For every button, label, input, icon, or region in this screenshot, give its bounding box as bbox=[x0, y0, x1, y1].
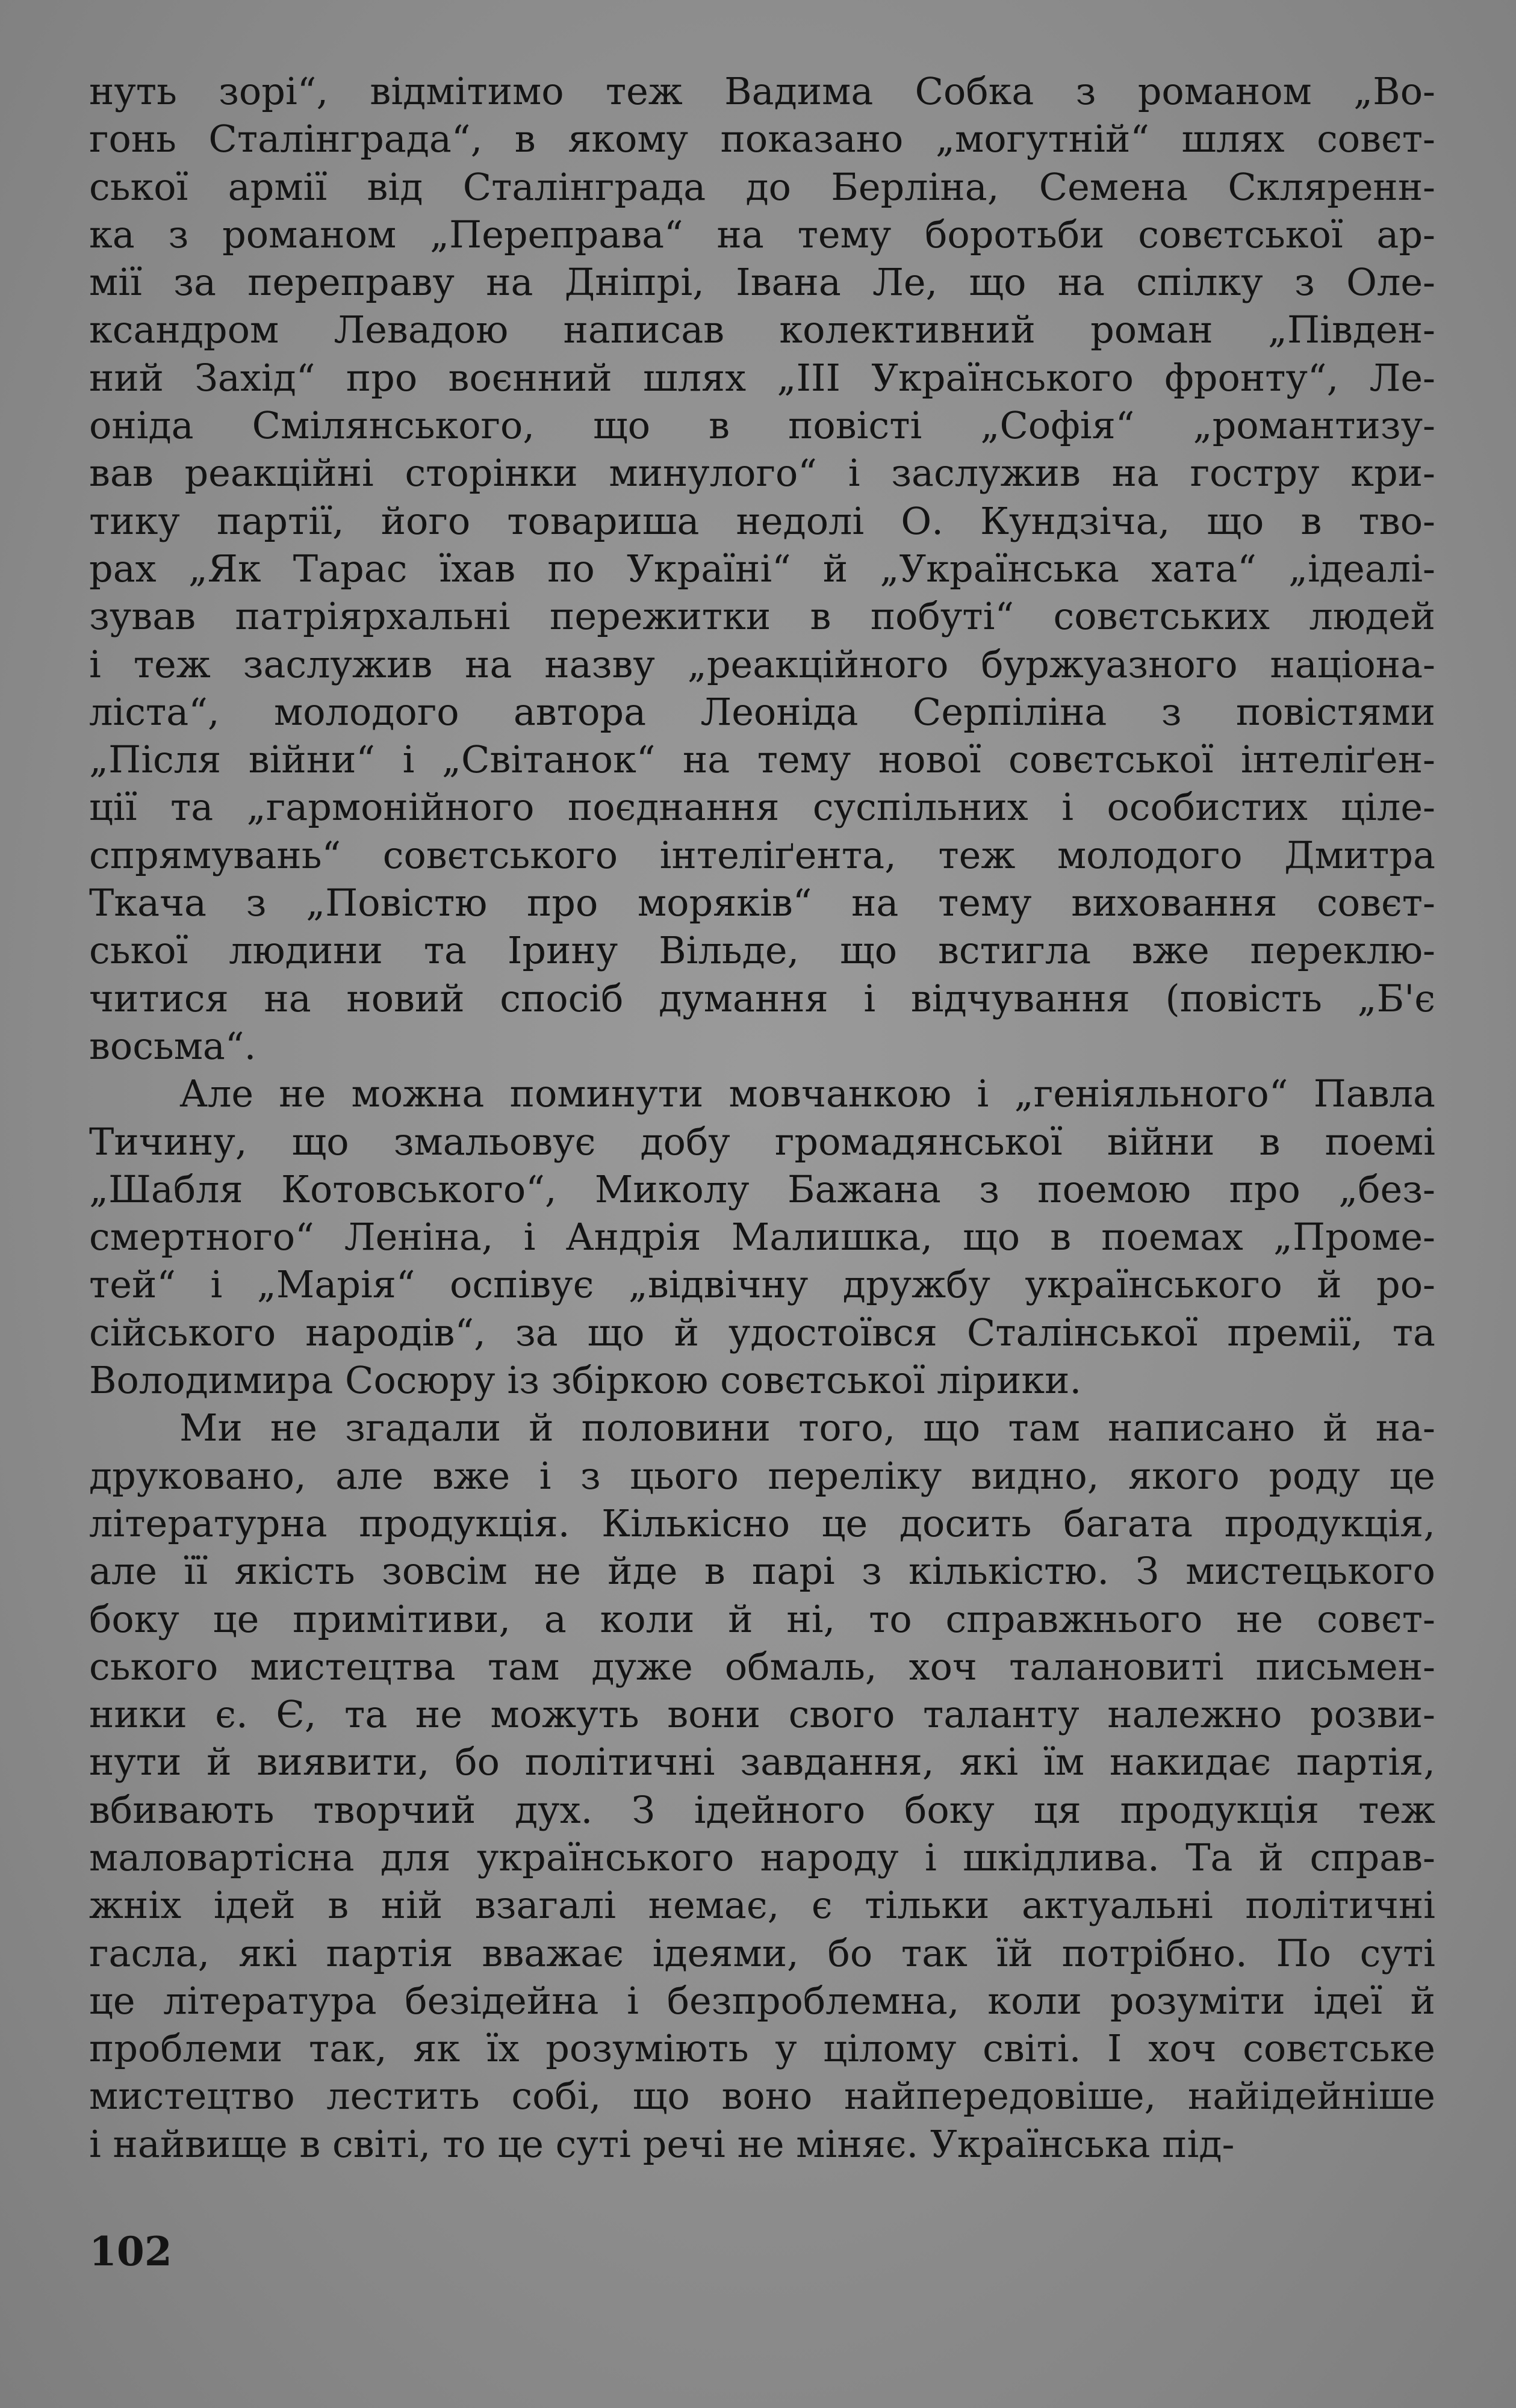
text-line: ції та „гармонійного поєднання суспільних і особистих ціле- bbox=[89, 785, 1435, 830]
text-line: Ми не згадали й половини того, що там написано й на- bbox=[179, 1406, 1435, 1450]
text-line: ліста“, молодого автора Леоніда Серпіліна з повістями bbox=[89, 689, 1435, 734]
text-line: рах „Як Тарас їхав по Україні“ й „Українська хата“ „ідеалі- bbox=[89, 546, 1435, 591]
text-line: але її якість зовсім не йде в парі з кількістю. З мистецького bbox=[89, 1549, 1435, 1593]
text-line: гонь Сталінграда“, в якому показано „могутній“ шлях совєт- bbox=[89, 117, 1435, 161]
text-line: вав реакційні сторінки минулого“ і заслужив на гостру кри- bbox=[89, 451, 1435, 495]
text-line: сійського народів“, за що й удостоївся Сталінської премії, та bbox=[89, 1310, 1435, 1354]
text-line: тей“ і „Марія“ оспівує „відвічну дружбу українського й ро- bbox=[89, 1262, 1435, 1307]
text-line: тику партії, його товариша недолі О. Кундзіча, що в тво- bbox=[89, 498, 1435, 543]
text-line: зував патріярхальні пережитки в побуті“ совєтських людей bbox=[89, 594, 1435, 639]
text-line: Тичину, що змальовує добу громадянської війни в поемі bbox=[89, 1119, 1435, 1164]
text-line: спрямувань“ совєтського інтеліґента, теж молодого Дмитра bbox=[89, 833, 1435, 877]
text-line: восьма“. bbox=[89, 1023, 256, 1068]
text-line: гасла, які партія вважає ідеями, бо так їй потрібно. По суті bbox=[89, 1931, 1435, 1975]
text-line: жніх ідей в ній взагалі немає, є тільки актуальні політичні bbox=[89, 1883, 1435, 1928]
text-line: Володимира Сосюру із збіркою совєтської лірики. bbox=[89, 1358, 1082, 1403]
paragraph bbox=[89, 1070, 1435, 1404]
text-line: маловартісна для українського народу і шкідлива. Та й справ- bbox=[89, 1835, 1435, 1879]
text-line: проблеми так, як їх розуміють у цілому світі. І хоч совєтське bbox=[89, 2026, 1435, 2071]
text-line: ської людини та Ірину Вільде, що встигла вже переклю- bbox=[89, 928, 1435, 973]
text-line: Але не можна поминути мовчанкою і „геніяльного“ Павла bbox=[179, 1072, 1435, 1116]
text-line: „Шабля Котовського“, Миколу Бажана з поемою про „без- bbox=[89, 1167, 1435, 1211]
text-line: мії за переправу на Дніпрі, Івана Ле, що на спілку з Оле- bbox=[89, 260, 1435, 305]
text-line: це література безідейна і безпроблемна, коли розуміти ідеї й bbox=[89, 1978, 1435, 2023]
body-text bbox=[89, 67, 1435, 2168]
text-line: ний Захід“ про воєнний шлях „ІІІ Українського фронту“, Ле- bbox=[89, 355, 1435, 400]
text-line: ського мистецтва там дуже обмаль, хоч талановиті письмен- bbox=[89, 1644, 1435, 1689]
text-line: смертного“ Леніна, і Андрія Малишка, що в поемах „Проме- bbox=[89, 1215, 1435, 1259]
text-line: і найвище в світі, то це суті речі не міняє. Українська під- bbox=[89, 2121, 1235, 2166]
text-line: нуть зорі“, відмітимо теж Вадима Собка з романом „Во- bbox=[89, 69, 1435, 113]
text-line: нути й виявити, бо політичні завдання, які їм накидає партія, bbox=[89, 1740, 1435, 1784]
text-line: Ткача з „Повістю про моряків“ на тему виховання совєт- bbox=[89, 881, 1435, 925]
text-line: читися на новий спосіб думання і відчування (повість „Б'є bbox=[89, 976, 1435, 1020]
text-line: літературна продукція. Кількісно це досить багата продукція, bbox=[89, 1501, 1435, 1545]
paragraph bbox=[89, 67, 1435, 1070]
text-line: боку це примітиви, а коли й ні, то справжнього не совєт- bbox=[89, 1597, 1435, 1641]
page-number: 102 bbox=[89, 2228, 172, 2275]
text-line: ники є. Є, та не можуть вони свого таланту належно розви- bbox=[89, 1692, 1435, 1737]
text-line: ксандром Левадою написав колективний роман „Півден- bbox=[89, 308, 1435, 352]
text-line: мистецтво лестить собі, що воно найпередовіше, найідейніше bbox=[89, 2074, 1435, 2118]
text-line: вбивають творчий дух. З ідейного боку ця продукція теж bbox=[89, 1787, 1435, 1832]
text-line: „Після війни“ і „Світанок“ на тему нової совєтської інтеліґен- bbox=[89, 737, 1435, 782]
text-line: оніда Смілянського, що в повісті „Софія“ „романтизу- bbox=[89, 403, 1435, 448]
text-line: друковано, але вже і з цього переліку видно, якого роду це bbox=[89, 1453, 1435, 1498]
text-line: і теж заслужив на назву „реакційного буржуазного націона- bbox=[89, 642, 1435, 686]
paragraph bbox=[89, 1404, 1435, 2168]
text-line: ка з романом „Переправа“ на тему боротьби совєтської ар- bbox=[89, 212, 1435, 256]
text-line: ської армії від Сталінграда до Берліна, Семена Скляренн- bbox=[89, 164, 1435, 209]
